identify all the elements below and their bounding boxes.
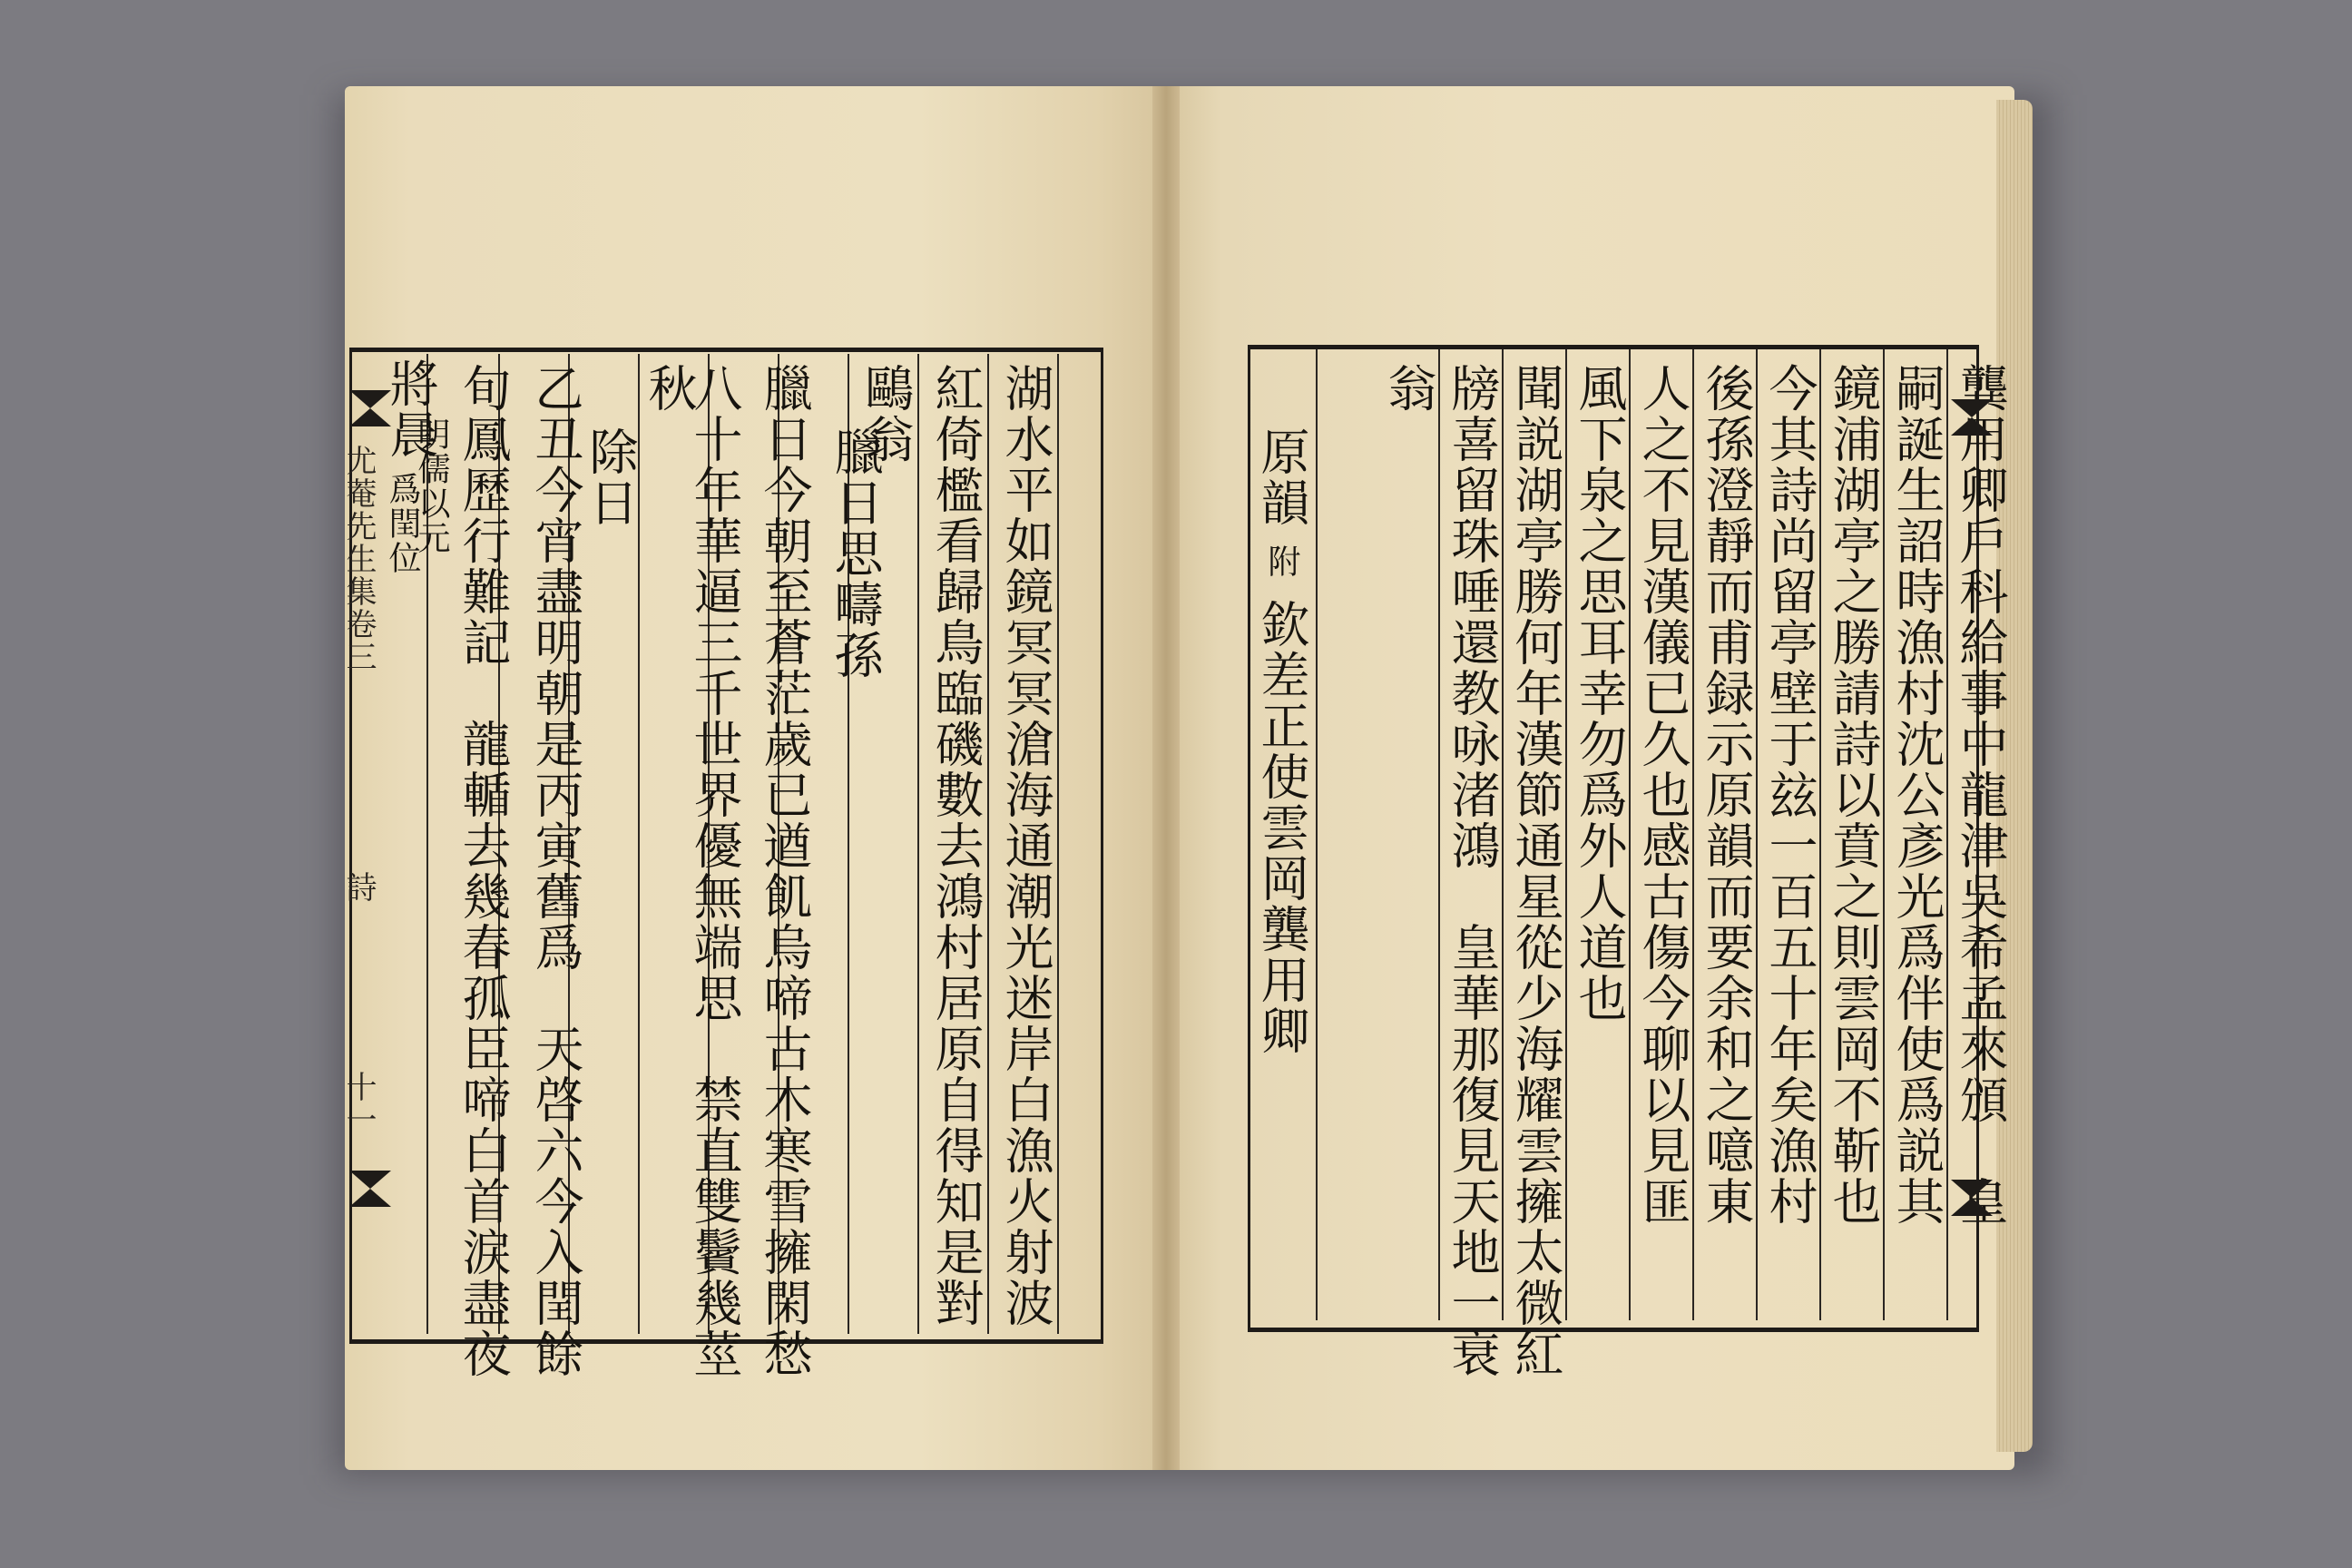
poem-title: 臘日思疇孫 [827,426,884,681]
annotation-note: 爲閏位 [384,472,421,575]
margin-page-number: 十一 [340,1071,377,1136]
fish-tail-mark-top [349,390,391,426]
text-column: 鏡浦湖亭之勝請詩以賁之則雲岡不靳也 [1825,363,1882,1227]
column-divider [1946,349,1948,1320]
margin-section: 詩 [340,871,377,904]
column-divider [917,354,919,1334]
author-line: 欽差正使雲岡龔用卿 [1253,599,1310,1056]
section-heading: 原韻 [1253,426,1310,528]
text-column: 風下泉之思耳幸勿爲外人道也 [1571,363,1628,1024]
text-column: 牓喜留珠唾還教咏渚鴻 皇華那復見天地一衰 [1444,363,1501,1379]
text-column: 後孫澄靜而甫録示原韻而要余和之噫東 [1698,363,1755,1227]
text-column: 湖水平如鏡冥冥滄海通潮光迷岸白漁火射波 [997,363,1054,1328]
text-column: 聞説湖亭勝何年漢節通星從少海耀雲擁太微紅 [1507,363,1564,1379]
column-divider [1819,349,1821,1320]
text-column: 嗣誕生詔時漁村沈公彥光爲伴使爲説其 [1888,363,1945,1227]
text-column: 旬鳳歷行難記 龍輴去幾春孤臣啼白首涙盡夜 [455,363,512,1379]
column-divider [1629,349,1631,1320]
column-divider [1438,349,1440,1320]
text-column: 紅倚檻看歸鳥臨磯數去鴻村居原自得知是對 [927,363,985,1328]
text-column: 八十年華逼三千世界優無端思 禁直雙鬢幾莖 [686,363,743,1379]
fish-tail-mark-top [1951,399,1993,436]
column-divider [1502,349,1504,1320]
annotation-note: 明儒以元 [413,417,450,555]
fish-tail-mark-bottom [1951,1180,1993,1216]
poem-title: 除日 [582,426,639,528]
column-divider [987,354,989,1334]
book-gutter [1152,86,1180,1470]
column-divider [1565,349,1567,1320]
appendix-mark: 附 [1263,544,1300,579]
text-column: 將晨 [382,358,439,460]
text-column: 翁 [1380,363,1437,414]
text-column: 鷗翁 [858,363,915,465]
column-divider [1692,349,1694,1320]
text-column: 乙丑今宵盡明朝是丙寅舊爲 天啓六今入閏餘 [527,363,584,1379]
text-column: 人之不見漢儀已久也感古傷今聊以見匪 [1634,363,1691,1227]
text-column: 臘日今朝至蒼茫歲已遒飢烏啼古木寒雪擁閑愁 [756,363,813,1379]
fish-tail-mark-bottom [349,1171,391,1207]
column-divider [1316,349,1318,1320]
column-divider [1883,349,1885,1320]
margin-title: 尤菴先生集卷三 [340,445,377,673]
column-divider [1756,349,1758,1320]
column-divider [1057,354,1059,1334]
text-column: 秋 [641,363,698,414]
text-column: 龔用卿戶科給事中龍津吳希孟來頒 皇 [1952,363,2009,1227]
text-column: 今其詩尚留亭壁于玆一百五十年矣漁村 [1761,363,1818,1227]
